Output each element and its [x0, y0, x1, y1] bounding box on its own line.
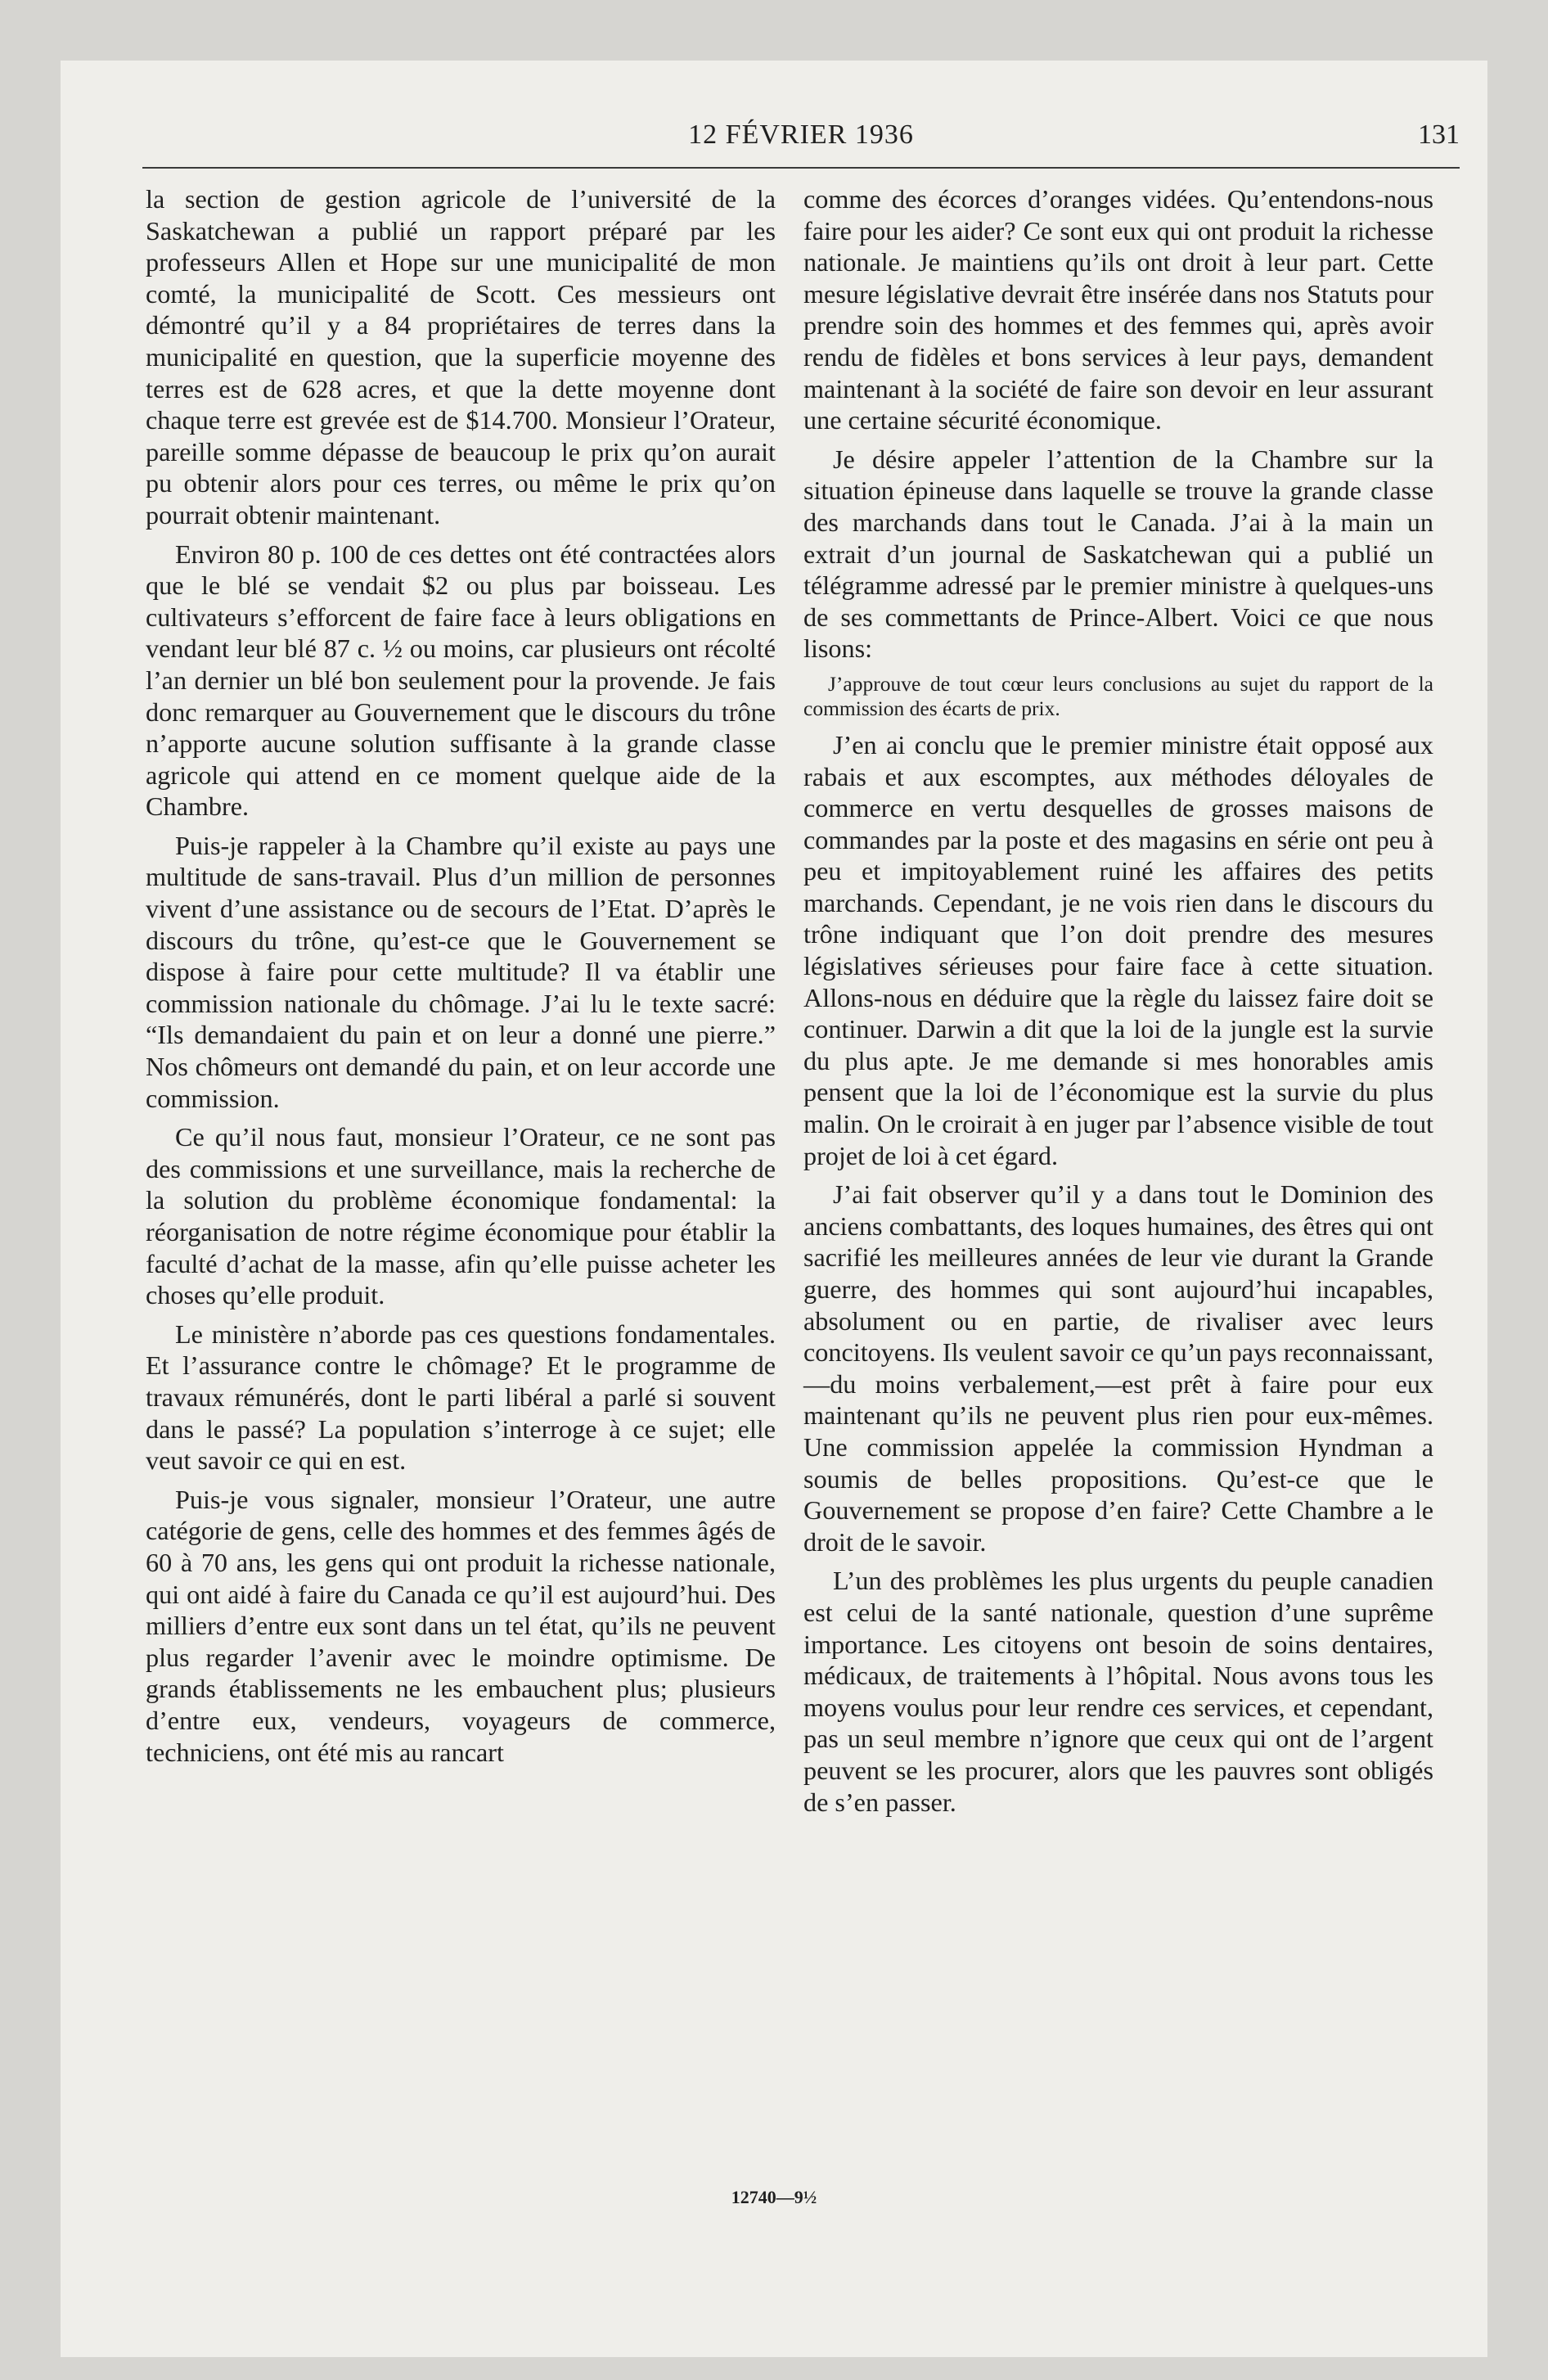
paragraph: J’ai fait observer qu’il y a dans tout le Dominion des anciens combattants, des loques humaines, des êtres qui ont sacrifié les meilleures années de leur vie durant la Grande guerre, des hommes qui sont aujourd’hui incapables, absolument ou en partie, de rivaliser avec leurs concitoyens. Ils veulent savoir ce qu’un pays reconnaissant,—du moins verbalement,—est prêt à faire pour eux maintenant qu’ils ne peuvent plus rien pour eux-mêmes. Une commission appelée la commission Hyndman a soumis de belles propositions. Qu’est-ce que le Gouvernement se propose d’en faire? Cette Chambre a le droit de le savoir. [803, 1179, 1433, 1557]
header-rule [142, 167, 1460, 169]
paragraph: Je désire appeler l’attention de la Chambre sur la situation épineuse dans laquelle se trouve la grande classe des marchands dans tout le Canada. J’ai à la main un extrait d’un journal de Saskatchewan qui a publié un télégramme adressé par le premier ministre à quelques-uns de ses commettants de Prince-Albert. Voici ce que nous lisons: [803, 444, 1433, 664]
paragraph: Le ministère n’aborde pas ces questions fondamentales. Et l’assurance contre le chômage? Et le programme de travaux rémunérés, dont le parti libéral a parlé si souvent dans le passé? La population s’interroge à ce sujet; elle veut savoir ce qui en est. [146, 1318, 776, 1476]
block-quote: J’approuve de tout cœur leurs conclusions au sujet du rapport de la commission des écarts de prix. [803, 671, 1433, 720]
paragraph: la section de gestion agricole de l’université de la Saskatchewan a publié un rapport préparé par les professeurs Allen et Hope sur une municipalité de mon comté, la municipalité de Scott. Ces messieurs ont démontré qu’il y a 84 propriétaires de terres dans la municipalité en question, que la superficie moyenne des terres est de 628 acres, et que la dette moyenne dont chaque terre est grevée est de $14.700. Monsieur l’Orateur, pareille somme dépasse de beaucoup le prix qu’on aurait pu obtenir alors pour ces terres, ou même le prix qu’on pourrait obtenir maintenant. [146, 184, 776, 530]
paragraph: J’en ai conclu que le premier ministre était opposé aux rabais et aux escomptes, aux méthodes déloyales de commerce en vertu desquelles de grosses maisons de commandes par la poste et des magasins en série ont peu à peu et impitoyablement ruiné les affaires des petits marchands. Cependant, je ne vois rien dans le discours du trône indiquant que l’on doit prendre des mesures législatives sérieuses pour faire face à cette situation. Allons-nous en déduire que la règle du laissez faire doit se continuer. Darwin a dit que la loi de la jungle est la survie du plus apte. Je me demande si mes honorables amis pensent que la loi de l’économique est la survie du plus malin. On le croirait à en juger par l’absence visible de tout projet de loi à cet égard. [803, 729, 1433, 1170]
page-header [142, 119, 1460, 160]
paragraph: Puis-je rappeler à la Chambre qu’il existe au pays une multitude de sans-travail. Plus d’un million de personnes vivent d’une assistance ou de secours de l’Etat. D’après le discours du trône, qu’est-ce que le Gouvernement se dispose à faire pour cette multitude? Il va établir une commission nationale du chômage. J’ai lu le texte sacré: “Ils demandaient du pain et on leur a donné une pierre.” Nos chômeurs ont demandé du pain, et on leur accorde une commission. [146, 830, 776, 1113]
paragraph: Environ 80 p. 100 de ces dettes ont été contractées alors que le blé se vendait $2 ou plus par boisseau. Les cultivateurs s’efforcent de faire face à leurs obligations en vendant leur blé 87 c. ½ ou moins, car plusieurs ont récolté l’an dernier un blé bon seulement pour la provende. Je fais donc remarquer au Gouvernement que le discours du trône n’apporte aucune solution suffisante à la grande classe agricole qui attend en ce moment quelque aide de la Chambre. [146, 539, 776, 822]
paragraph: L’un des problèmes les plus urgents du peuple canadien est celui de la santé nationale, question d’une suprême importance. Les citoyens ont besoin de soins dentaires, médicaux, de traitements à l’hôpital. Nous avons tous les moyens voulus pour leur rendre ces services, et cependant, pas un seul membre n’ignore que ceux qui ont de l’argent peuvent se les procurer, alors que les pauvres sont obligés de s’en passer. [803, 1566, 1433, 1817]
right-column [803, 183, 1433, 1825]
page-number: 131 [1418, 119, 1460, 150]
left-column [146, 183, 776, 1775]
header-date: 12 FÉVRIER 1936 [688, 119, 914, 150]
document-page [61, 61, 1487, 2357]
paragraph: Puis-je vous signaler, monsieur l’Orateur, une autre catégorie de gens, celle des hommes et des femmes âgés de 60 à 70 ans, les gens qui ont produit la richesse nationale, qui ont aidé à faire du Canada ce qu’il est aujourd’hui. Des milliers d’entre eux sont dans un tel état, qu’ils ne peuvent plus regarder l’avenir avec le moindre optimisme. De grands établissements ne les embauchent plus; plusieurs d’entre eux, vendeurs, voyageurs de commerce, techniciens, ont été mis au rancart [146, 1484, 776, 1767]
paragraph: comme des écorces d’oranges vidées. Qu’entendons-nous faire pour les aider? Ce sont eux qui ont produit la richesse nationale. Je maintiens qu’ils ont droit à leur part. Cette mesure législative devrait être insérée dans nos Statuts pour prendre soin des hommes et des femmes qui, après avoir rendu de fidèles et bons services à leur pays, demandent maintenant à la société de faire son devoir en leur assurant une certaine sécurité économique. [803, 184, 1433, 435]
paragraph: Ce qu’il nous faut, monsieur l’Orateur, ce ne sont pas des commissions et une surveillance, mais la recherche de la solution du problème économique fondamental: la réorganisation de notre régime économique pour établir la faculté d’achat de la masse, afin qu’elle puisse acheter les choses qu’elle produit. [146, 1122, 776, 1310]
printer-signature: 12740—9½ [731, 2187, 817, 2207]
